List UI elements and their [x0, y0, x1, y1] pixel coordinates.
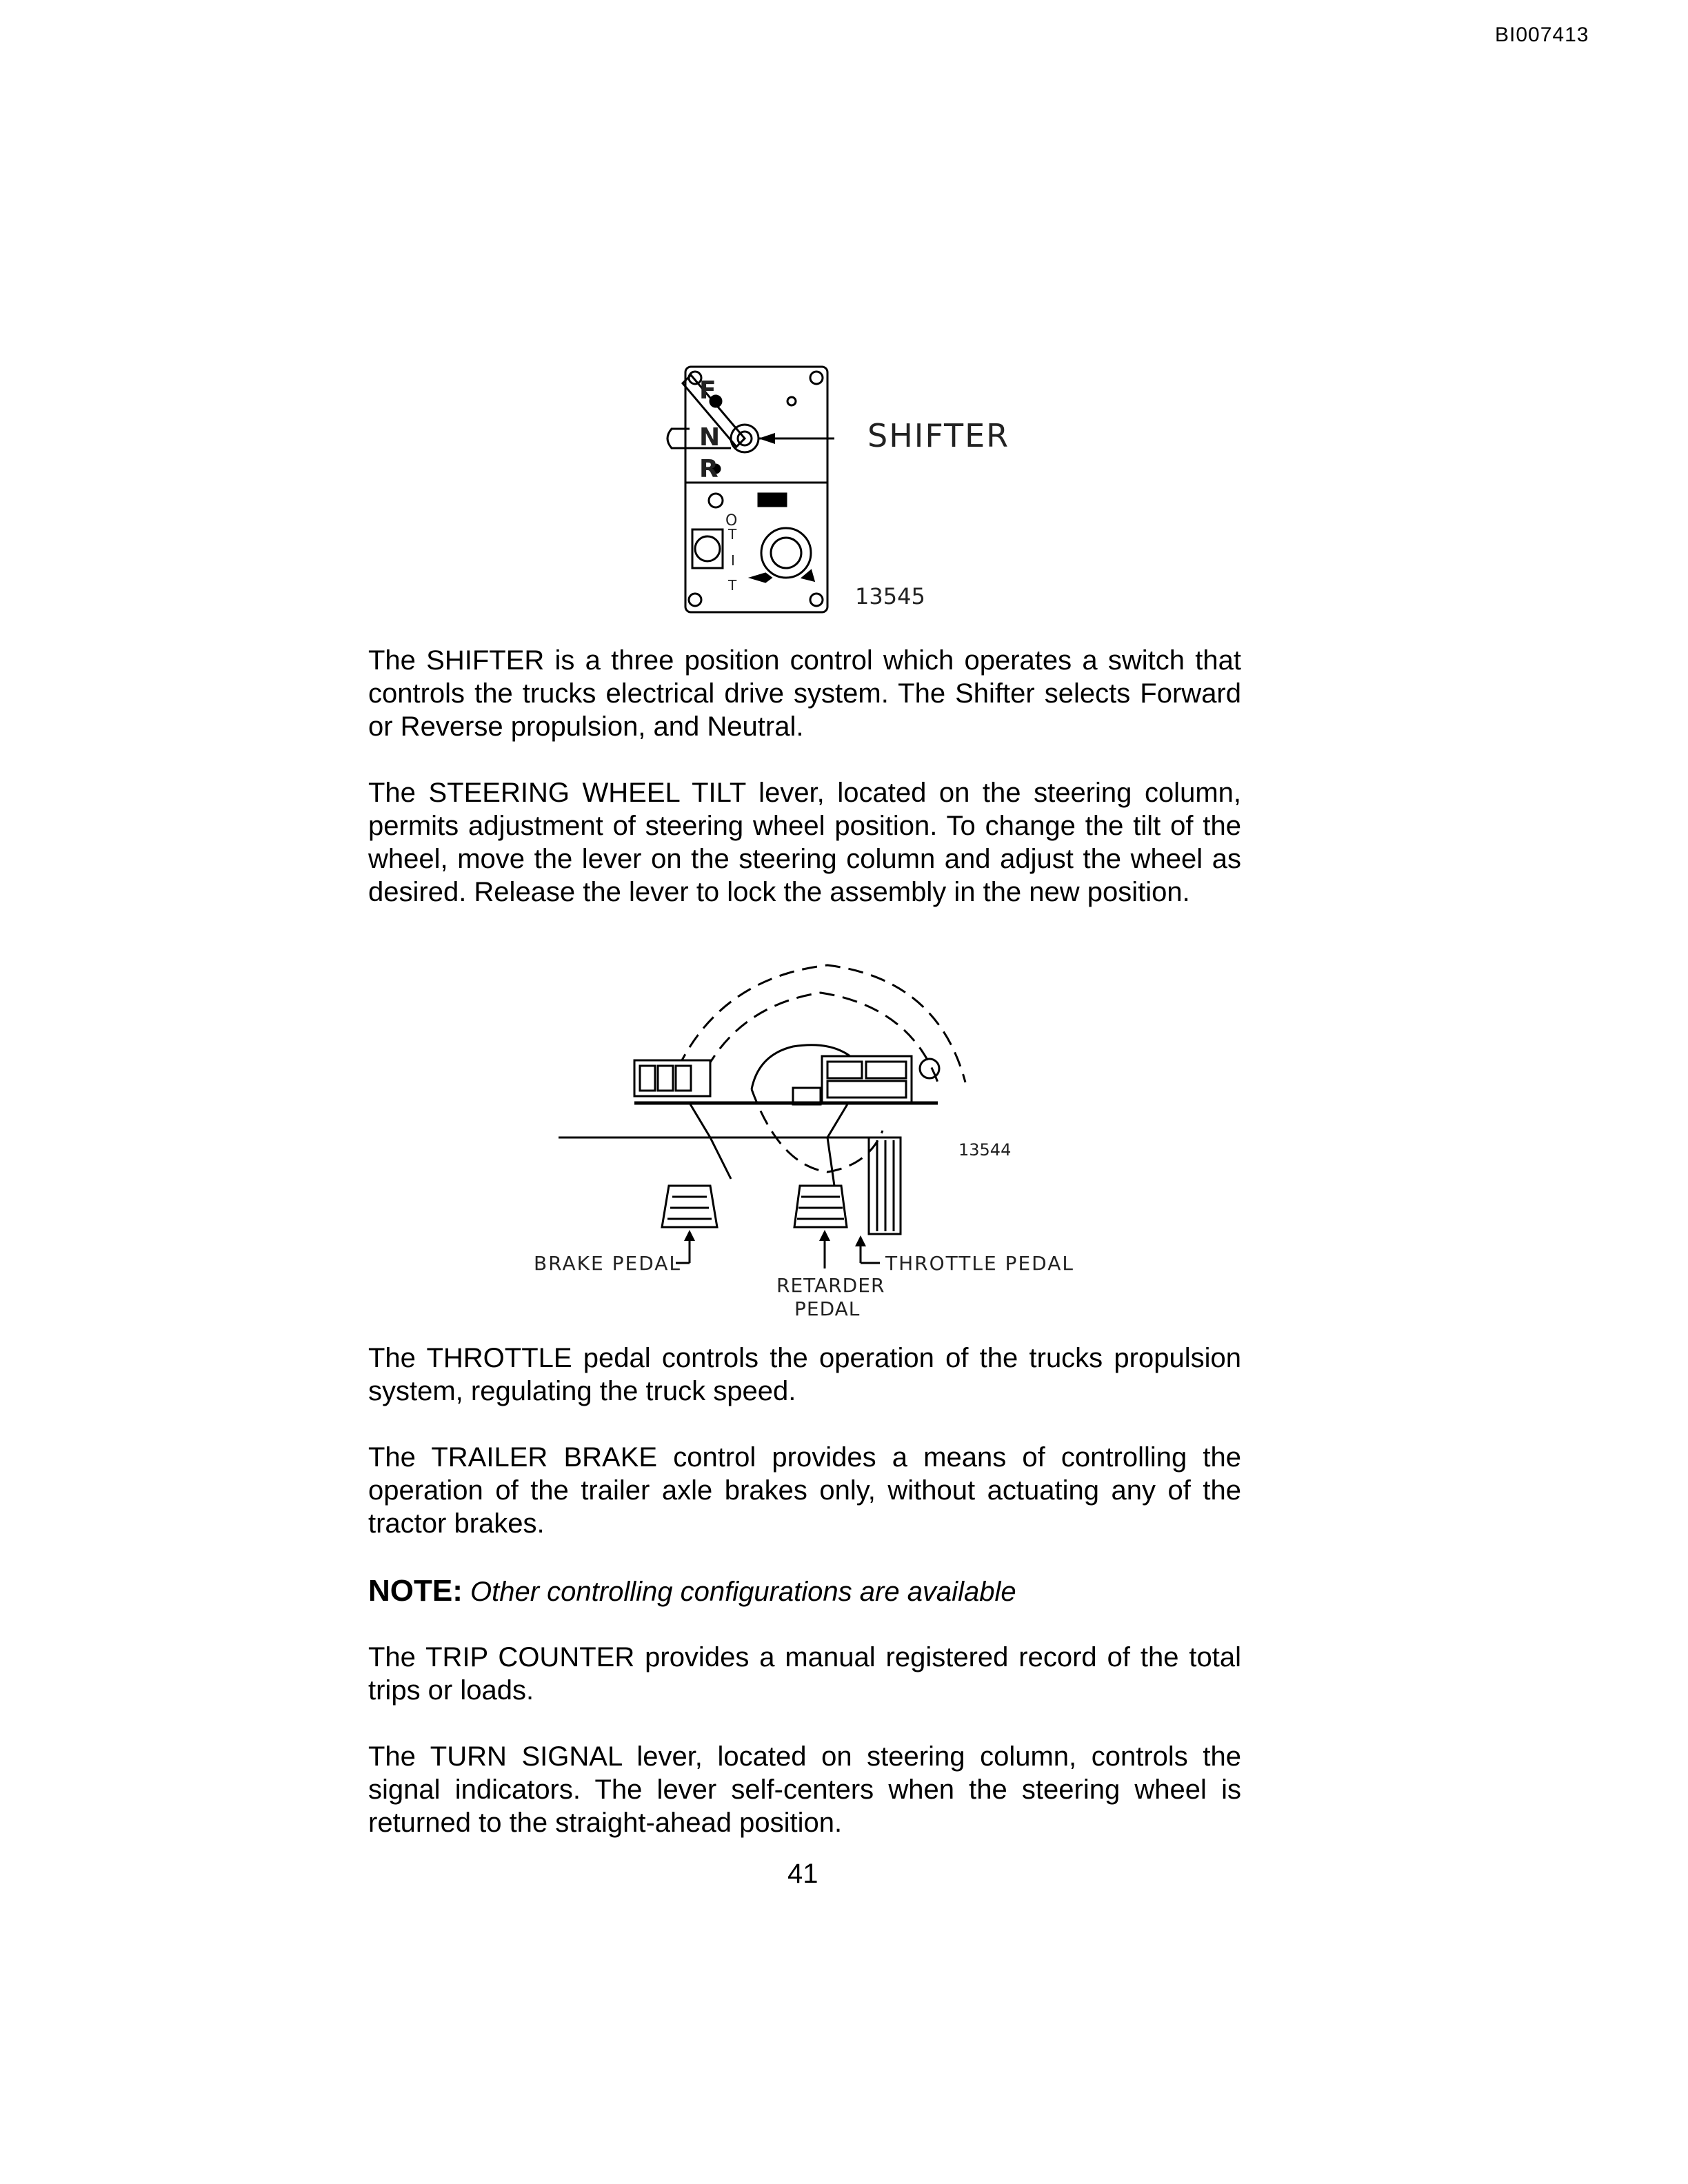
- screw-icon: [810, 372, 823, 384]
- gear-icon: [709, 494, 723, 507]
- brake-pedal: [662, 1186, 717, 1227]
- switch-mark-t: T: [728, 526, 737, 543]
- figure-number-13545: 13545: [855, 583, 925, 609]
- rotary-knob: [761, 528, 811, 578]
- trip-switch: [692, 529, 723, 568]
- paragraph-shifter: The SHIFTER is a three position control which operates a switch that controls the trucks electrical drive system. The Shifter selects Forward or Reverse propulsion, and Neutral.: [368, 645, 1241, 742]
- shift-position-f: F: [699, 376, 716, 405]
- switch-mark-i: I: [731, 552, 735, 569]
- shift-position-n: N: [699, 423, 721, 452]
- figure-number-13544: 13544: [958, 1140, 1012, 1160]
- page-number: 41: [787, 1859, 818, 1889]
- paragraph-trailer-brake: The TRAILER BRAKE control provides a means of controlling the operation of the trailer axle brakes only, without actuating any of the tractor brakes.: [368, 1442, 1241, 1539]
- shifter-figure: [648, 358, 1062, 620]
- note: [368, 1575, 1016, 1608]
- throttle-pedal-label: THROTTLE PEDAL: [885, 1252, 1074, 1275]
- truck-icon: [758, 494, 786, 506]
- shift-position-r: R: [699, 455, 719, 483]
- turtle-icon: [752, 574, 771, 582]
- trip-counter-knob: [920, 1059, 939, 1078]
- paragraph-trip-counter: The TRIP COUNTER provides a manual registered record of the total trips or loads.: [368, 1642, 1241, 1706]
- screw-icon: [689, 594, 701, 606]
- brake-pedal-label: BRAKE PEDAL: [534, 1252, 682, 1275]
- rabbit-icon: [803, 571, 814, 580]
- indicator-light-icon: [787, 397, 796, 405]
- retarder-pedal-label-line1: RETARDER: [776, 1274, 885, 1297]
- switch-mark-o: O: [725, 512, 738, 529]
- note-text: Other controlling configurations are available: [470, 1577, 1016, 1607]
- paragraph-throttle: The THROTTLE pedal controls the operation of the trucks propulsion system, regulating the truck speed.: [368, 1343, 1241, 1406]
- switch-mark-t2: T: [728, 577, 737, 594]
- document-id: BI007413: [1495, 23, 1589, 46]
- paragraph-steering-wheel-tilt: The STEERING WHEEL TILT lever, located on the steering column, permits adjustment of steering wheel position. To change the tilt of the wheel, move the lever on the steering column and adjust the wheel as desired. Release the lever to lock the assembly in the new position.: [368, 778, 1241, 907]
- pedals-figure: [534, 965, 1117, 1337]
- retarder-pedal: [794, 1186, 847, 1227]
- paragraph-turn-signal: The TURN SIGNAL lever, located on steering column, controls the signal indicators. The lever self-centers when the steering wheel is returned to the straight-ahead position.: [368, 1741, 1241, 1838]
- screw-icon: [810, 594, 823, 606]
- retarder-pedal-label-line2: PEDAL: [794, 1297, 861, 1320]
- note-label: NOTE:: [368, 1574, 463, 1608]
- shifter-label: SHIFTER: [867, 417, 1010, 454]
